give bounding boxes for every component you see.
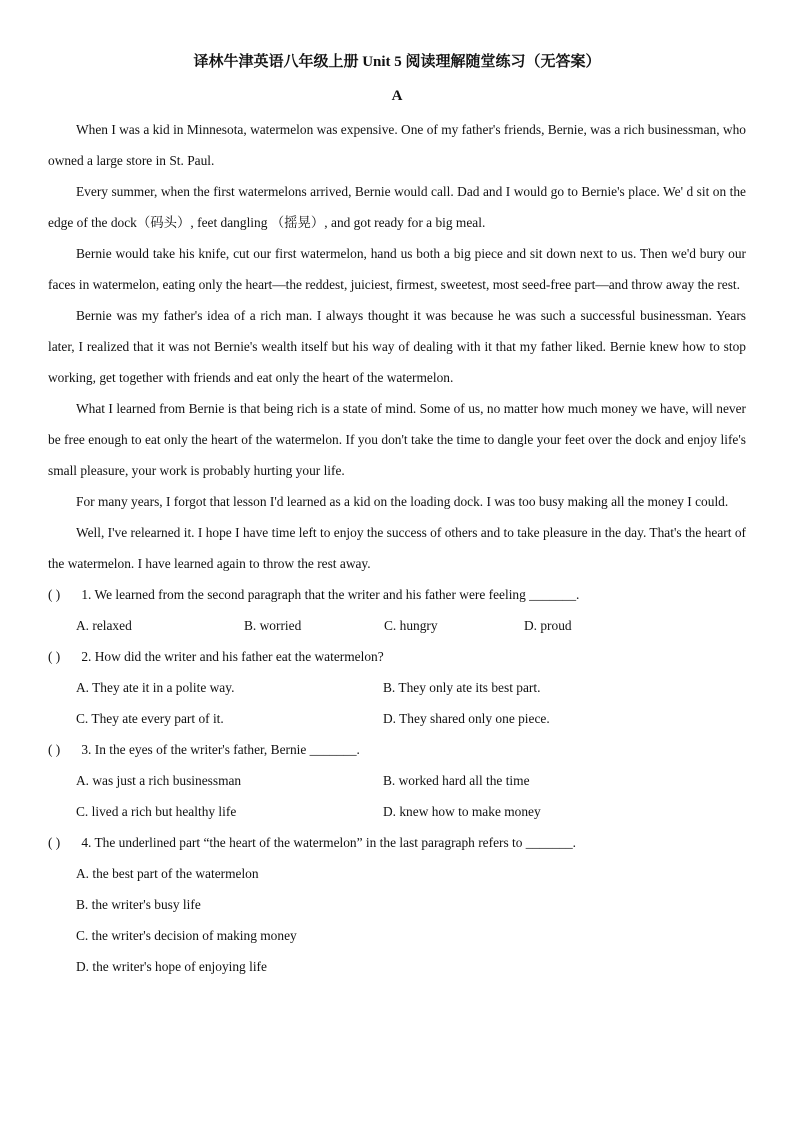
paragraph-1: When I was a kid in Minnesota, watermelon was expensive. One of my father's friends, Bernie, was a rich businessman, who owned a large store in St. Paul.	[48, 122, 746, 168]
paragraph-6: For many years, I forgot that lesson I'd learned as a kid on the loading dock. I was too busy making all the money I could.	[76, 494, 729, 509]
question-stem: 3. In the eyes of the writer's father, Bernie _______.	[81, 742, 360, 757]
question-stem: 4. The underlined part “the heart of the watermelon” in the last paragraph refers to _______.	[81, 835, 577, 850]
answer-blank[interactable]: ( )	[48, 835, 61, 850]
option-c: C. lived a rich but healthy life	[76, 804, 237, 819]
option-c: C. the writer's decision of making money	[76, 928, 297, 943]
worksheet-page	[48, 52, 746, 982]
question-2	[48, 641, 746, 734]
options-row-2	[48, 796, 746, 827]
options-row-1	[48, 765, 746, 796]
reading-passage	[48, 114, 746, 579]
question-stem: 2. How did the writer and his father eat the watermelon?	[81, 649, 384, 664]
paragraph-4: Bernie was my father's idea of a rich man. I always thought it was because he was such a successful businessman. Years later, I realized that it was not Bernie's wealth itself but his way of dealing with it that my father liked. Bernie knew how to stop working, get together with friends and eat only the heart of the watermelon.	[48, 308, 746, 385]
section-label: A	[391, 88, 403, 104]
option-a: A. They ate it in a polite way.	[76, 680, 235, 695]
paragraph-5: What I learned from Bernie is that being rich is a state of mind. Some of us, no matter how much money we have, will never be free enough to eat only the heart of the watermelon. If you don't take the time to dangle your feet over the dock and enjoy life's small pleasure, your work is probably hurting your life.	[48, 401, 746, 478]
option-d: D. They shared only one piece.	[383, 711, 550, 726]
option-a: A. the best part of the watermelon	[76, 866, 259, 881]
answer-blank[interactable]: ( )	[48, 742, 61, 757]
question-stem: 1. We learned from the second paragraph that the writer and his father were feeling _______.	[81, 587, 580, 602]
options-row-2	[48, 703, 746, 734]
option-b: B. the writer's busy life	[76, 897, 201, 912]
page-title: 译林牛津英语八年级上册 Unit 5 阅读理解随堂练习（无答案）	[193, 54, 601, 70]
option-b: B. They only ate its best part.	[383, 680, 541, 695]
answer-blank[interactable]: ( )	[48, 587, 61, 602]
option-c: C. They ate every part of it.	[76, 711, 224, 726]
option-d: D. knew how to make money	[383, 804, 541, 819]
option-b: B. worked hard all the time	[383, 773, 530, 788]
question-3	[48, 734, 746, 827]
option-d: D. the writer's hope of enjoying life	[76, 959, 267, 974]
paragraph-3: Bernie would take his knife, cut our first watermelon, hand us both a big piece and sit down next to us. Then we'd bury our faces in watermelon, eating only the heart—the reddest, juiciest, firmest, sweetest, most seed-free part—and throw away the rest.	[48, 246, 746, 292]
option-d: D. proud	[524, 618, 572, 633]
question-4	[48, 827, 746, 982]
question-1	[48, 579, 746, 641]
paragraph-7: Well, I've relearned it. I hope I have time left to enjoy the success of others and to take pleasure in the day. That's the heart of the watermelon. I have learned again to throw the rest away.	[48, 525, 746, 571]
option-b: B. worried	[244, 618, 302, 633]
option-a: A. relaxed	[76, 618, 132, 633]
options	[48, 610, 746, 641]
answer-blank[interactable]: ( )	[48, 649, 61, 664]
options-row-1	[48, 672, 746, 703]
option-c: C. hungry	[384, 618, 438, 633]
option-a: A. was just a rich businessman	[76, 773, 242, 788]
paragraph-2: Every summer, when the first watermelons arrived, Bernie would call. Dad and I would go to Bernie's place. We' d sit on the edge of the dock（码头）, feet dangling （摇晃）, and got ready for a big meal.	[48, 184, 746, 230]
